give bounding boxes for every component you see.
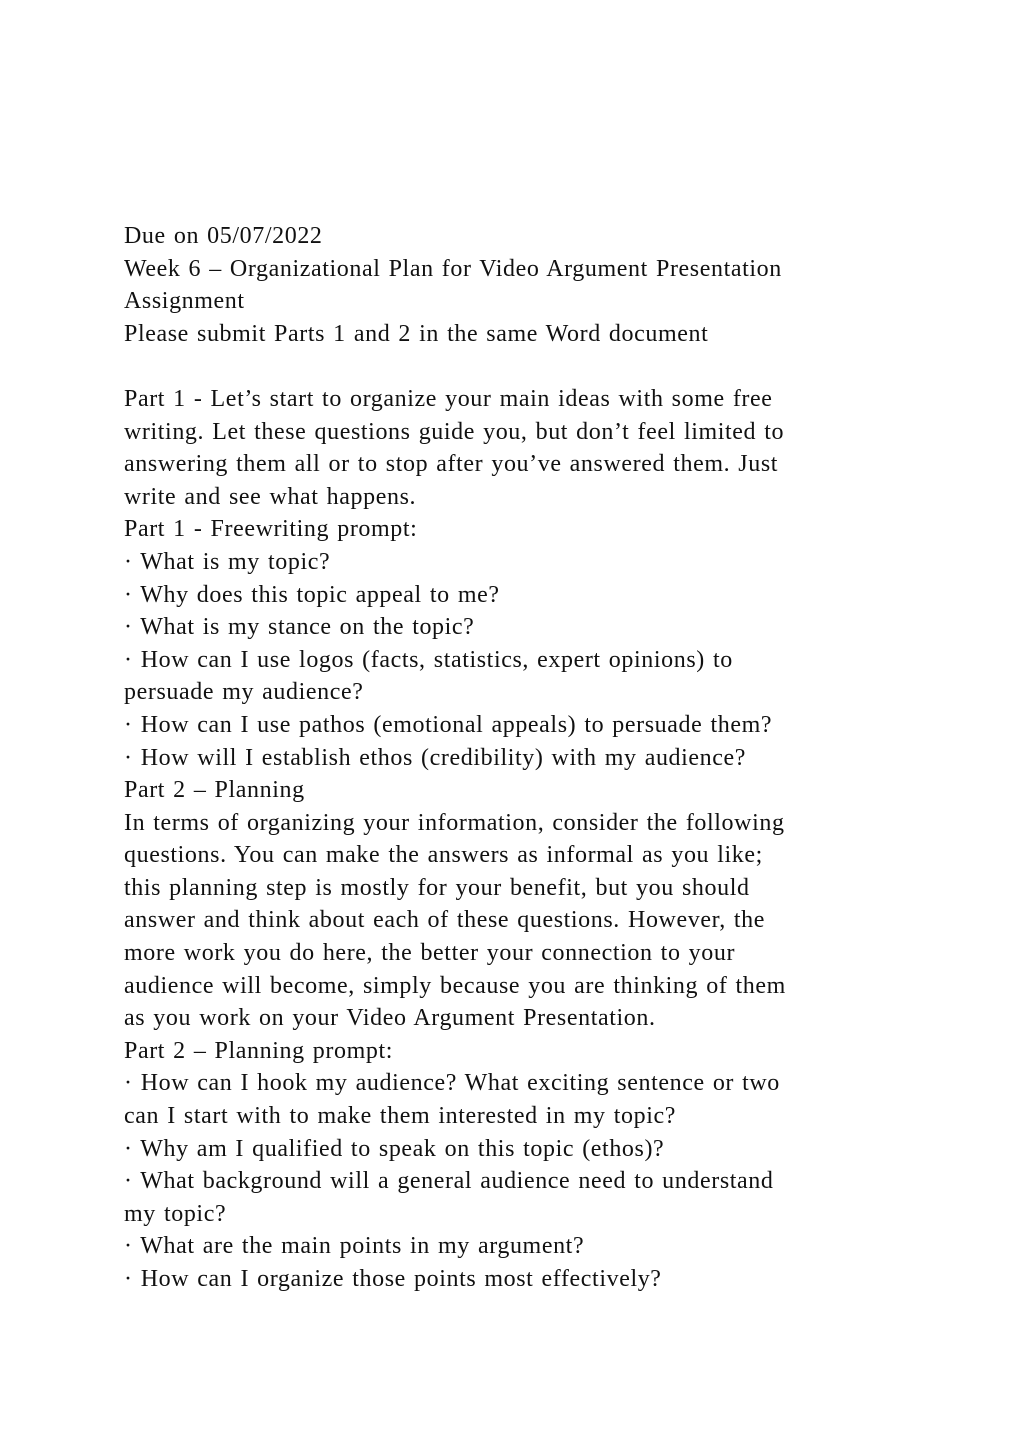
- document-body: [124, 220, 914, 1296]
- part1-prompt-item: persuade my audience?: [124, 679, 364, 706]
- paragraph-spacer: [124, 350, 914, 383]
- part2-prompt-item: · What are the main points in my argument?: [124, 1233, 585, 1260]
- part2-intro-line: more work you do here, the better your connection to your: [124, 940, 736, 967]
- part1-intro-line: writing. Let these questions guide you, but don’t feel limited to: [124, 418, 785, 445]
- part1-intro-line: Part 1 - Let’s start to organize your main ideas with some free: [124, 385, 773, 412]
- part2-prompt-heading: Part 2 – Planning prompt:: [124, 1037, 393, 1064]
- part1-prompt-item: · Why does this topic appeal to me?: [124, 581, 500, 608]
- part2-prompt-item: can I start with to make them interested in my topic?: [124, 1103, 676, 1130]
- part2-prompt-item: · How can I organize those points most effectively?: [124, 1266, 662, 1292]
- part2-intro-line: answer and think about each of these questions. However, the: [124, 907, 766, 934]
- due-date: Due on 05/07/2022: [124, 223, 323, 249]
- part2-prompt-list: [124, 1067, 914, 1295]
- part2-prompt-item: · How can I hook my audience? What exciting sentence or two: [124, 1070, 780, 1097]
- part1-prompt-heading: Part 1 - Freewriting prompt:: [124, 516, 418, 543]
- part2-prompt-item: my topic?: [124, 1200, 227, 1227]
- part2-intro-line: as you work on your Video Argument Presentation.: [124, 1005, 656, 1032]
- part1-prompt-item: · How can I use pathos (emotional appeals) to persuade them?: [124, 711, 773, 738]
- part1-intro-line: answering them all or to stop after you’ve answered them. Just: [124, 451, 779, 478]
- submit-note: Please submit Parts 1 and 2 in the same Word document: [124, 320, 709, 347]
- part1-prompt-item: · What is my topic?: [124, 548, 331, 575]
- part1-prompt-item: · What is my stance on the topic?: [124, 614, 475, 641]
- part2-intro-line: In terms of organizing your information, consider the following: [124, 809, 785, 836]
- assignment-title-line-1: Week 6 – Organizational Plan for Video Argument Presentation: [124, 255, 782, 282]
- part1-intro-line: write and see what happens.: [124, 483, 417, 510]
- part2-prompt-item: · What background will a general audience need to understand: [124, 1168, 774, 1195]
- part1-intro: [124, 383, 914, 513]
- part2-prompt-item: · Why am I qualified to speak on this topic (ethos)?: [124, 1135, 665, 1162]
- part1-prompt-item: · How can I use logos (facts, statistics, expert opinions) to: [124, 646, 733, 673]
- part2-intro-line: questions. You can make the answers as informal as you like;: [124, 842, 763, 869]
- assignment-title-line-2: Assignment: [124, 288, 245, 315]
- part2-intro-line: audience will become, simply because you are thinking of them: [124, 972, 786, 999]
- part2-heading: Part 2 – Planning: [124, 777, 305, 804]
- part2-intro: [124, 807, 914, 1035]
- part1-prompt-list: [124, 546, 914, 774]
- part1-prompt-item: · How will I establish ethos (credibility) with my audience?: [124, 744, 747, 771]
- part2-intro-line: this planning step is mostly for your benefit, but you should: [124, 874, 750, 901]
